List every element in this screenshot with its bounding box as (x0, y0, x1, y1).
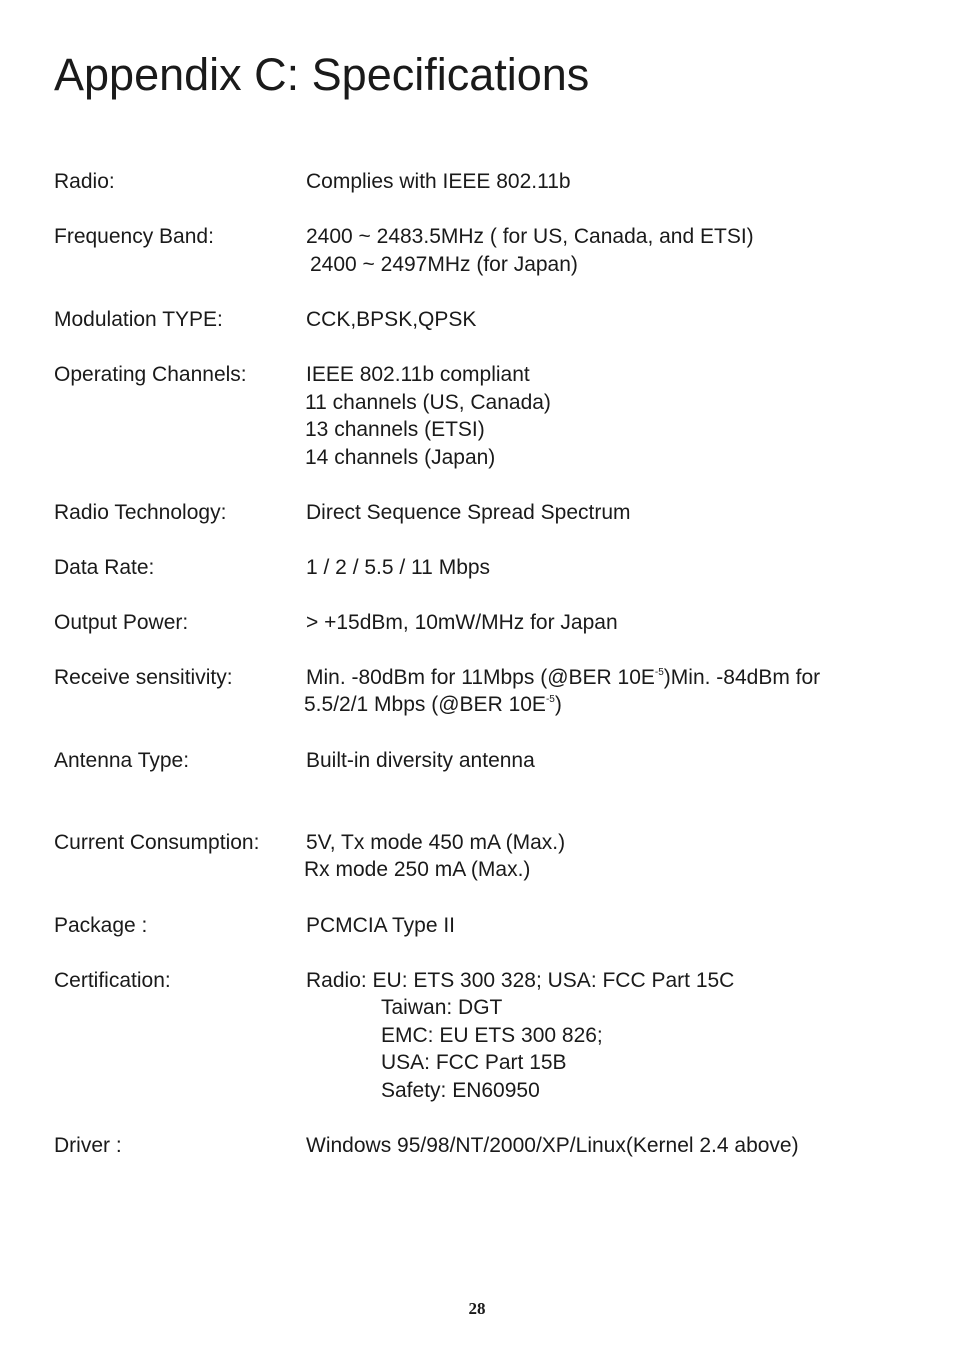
spec-label-radio: Radio: (54, 170, 115, 193)
spec-value-antenna-type: Built-in diversity antenna (306, 749, 535, 772)
page-number: 28 (468, 1299, 486, 1318)
receive-sensitivity-text: Min. -80dBm for 11Mbps (@BER 10E (306, 666, 655, 689)
spec-value-certification-line: EMC: EU ETS 300 826; (381, 1024, 603, 1047)
spec-label-frequency-band: Frequency Band: (54, 225, 214, 248)
spec-label-receive-sensitivity: Receive sensitivity: (54, 666, 233, 689)
spec-value-output-power: > +15dBm, 10mW/MHz for Japan (306, 611, 618, 634)
spec-value-frequency-band-line: 2400 ~ 2483.5MHz ( for US, Canada, and ETSI) (306, 225, 754, 248)
spec-label-modulation-type: Modulation TYPE: (54, 308, 223, 331)
spec-value-current-consumption-line: Rx mode 250 mA (Max.) (304, 858, 531, 881)
superscript-exponent: -5 (654, 667, 664, 678)
receive-sensitivity-text: )Min. -84dBm for (663, 666, 821, 689)
spec-label-certification: Certification: (54, 969, 171, 992)
receive-sensitivity-text: 5.5/2/1 Mbps (@BER 10E (304, 693, 546, 716)
spec-label-operating-channels: Operating Channels: (54, 363, 247, 386)
spec-value-modulation-type: CCK,BPSK,QPSK (306, 308, 477, 331)
spec-value-certification-line: Radio: EU: ETS 300 328; USA: FCC Part 15C (306, 969, 735, 992)
spec-value-operating-channels-line: 11 channels (US, Canada) (305, 391, 551, 414)
spec-label-radio-technology: Radio Technology: (54, 501, 227, 524)
spec-label-data-rate: Data Rate: (54, 556, 155, 579)
spec-value-certification-line: Safety: EN60950 (381, 1079, 540, 1102)
spec-value-radio: Complies with IEEE 802.11b (306, 170, 571, 193)
spec-value-certification-line: Taiwan: DGT (381, 996, 503, 1019)
spec-value-operating-channels-line: 14 channels (Japan) (305, 446, 496, 469)
spec-label-output-power: Output Power: (54, 611, 189, 634)
spec-value-current-consumption-line: 5V, Tx mode 450 mA (Max.) (306, 831, 566, 854)
spec-value-certification-line: USA: FCC Part 15B (381, 1051, 567, 1074)
receive-sensitivity-text: ) (554, 693, 562, 716)
spec-value-data-rate: 1 / 2 / 5.5 / 11 Mbps (306, 556, 491, 579)
spec-value-operating-channels-line: IEEE 802.11b compliant (306, 363, 530, 386)
spec-value-receive-sensitivity-line (304, 692, 562, 718)
spec-value-operating-channels-line: 13 channels (ETSI) (305, 418, 485, 441)
page-title: Appendix C: Specifications (54, 49, 590, 100)
spec-label-package: Package : (54, 914, 148, 937)
spec-value-package: PCMCIA Type II (306, 914, 455, 937)
spec-value-frequency-band-line: 2400 ~ 2497MHz (for Japan) (310, 253, 578, 276)
spec-label-current-consumption: Current Consumption: (54, 831, 260, 854)
spec-value-receive-sensitivity-line (306, 665, 820, 691)
superscript-exponent: -5 (545, 694, 555, 705)
spec-value-driver: Windows 95/98/NT/2000/XP/Linux(Kernel 2.4 above) (306, 1134, 799, 1157)
spec-label-antenna-type: Antenna Type: (54, 749, 190, 772)
spec-label-driver: Driver : (54, 1134, 122, 1157)
spec-value-radio-technology: Direct Sequence Spread Spectrum (306, 501, 631, 524)
